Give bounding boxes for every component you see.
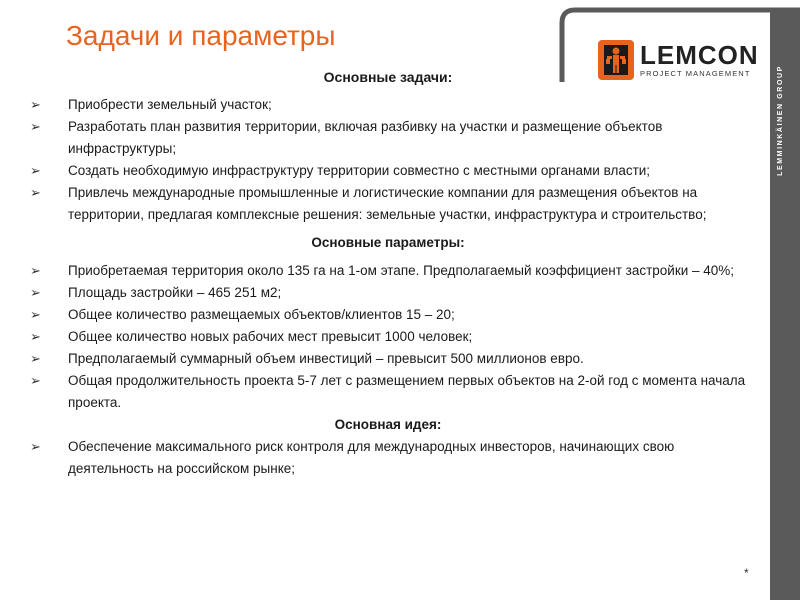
section-heading-tasks: Основные задачи: [323,69,453,85]
logo-name: LEMCON [640,40,759,71]
arrow-bullet-icon: ➢ [30,263,41,278]
arrow-bullet-icon: ➢ [30,163,41,178]
side-brand-text: LEMMINKÄINEN GROUP [776,64,784,176]
list-item: ➢ Привлечь международные промышленные и логистические компании для размещения объектов на территории, предлагая комплексные решения: земельные участки, инфраструктура и строительство; [28,182,748,226]
list-item: ➢ Обеспечение максимального риск контроля для международных инвесторов, начинающих свою деятельность на российском рынке; [28,436,748,480]
list-item: ➢ Приобрести земельный участок; [28,94,748,116]
list-item: ➢ Общее количество новых рабочих мест превысит 1000 человек; [28,326,748,348]
tasks-list [28,94,748,226]
list-item: ➢ Площадь застройки – 465 251 м2; [28,282,748,304]
slide-content [28,66,748,480]
arrow-bullet-icon: ➢ [30,351,41,366]
list-item: ➢ Общее количество размещаемых объектов/клиентов 15 – 20; [28,304,748,326]
arrow-bullet-icon: ➢ [30,373,41,388]
list-item: ➢ Создать необходимую инфраструктуру территории совместно с местными органами власти; [28,160,748,182]
arrow-bullet-icon: ➢ [30,439,41,454]
list-item: ➢ Приобретаемая территория около 135 га на 1-ом этапе. Предполагаемый коэффициент застройки – 40%; [28,260,748,282]
page-title: Задачи и параметры [66,20,336,51]
main-idea-list [28,436,748,480]
arrow-bullet-icon: ➢ [30,285,41,300]
section-heading-parameters: Основные параметры: [311,235,465,250]
logo-subtitle: PROJECT MANAGEMENT [640,69,751,79]
list-item: ➢ Общая продолжительность проекта 5-7 лет с размещением первых объектов на 2-ой год с момента начала проекта. [28,370,748,414]
arrow-bullet-icon: ➢ [30,185,41,200]
arrow-bullet-icon: ➢ [30,329,41,344]
arrow-bullet-icon: ➢ [30,97,41,112]
arrow-bullet-icon: ➢ [30,307,41,322]
list-item: ➢ Предполагаемый суммарный объем инвестиций – превысит 500 миллионов евро. [28,348,748,370]
arrow-bullet-icon: ➢ [30,119,41,134]
footer-mark: * [744,566,749,580]
section-heading-main-idea: Основная идея: [334,417,442,432]
list-item: ➢ Разработать план развития территории, включая разбивку на участки и размещение объектов инфраструктуры; [28,116,748,160]
parameters-list [28,260,748,414]
